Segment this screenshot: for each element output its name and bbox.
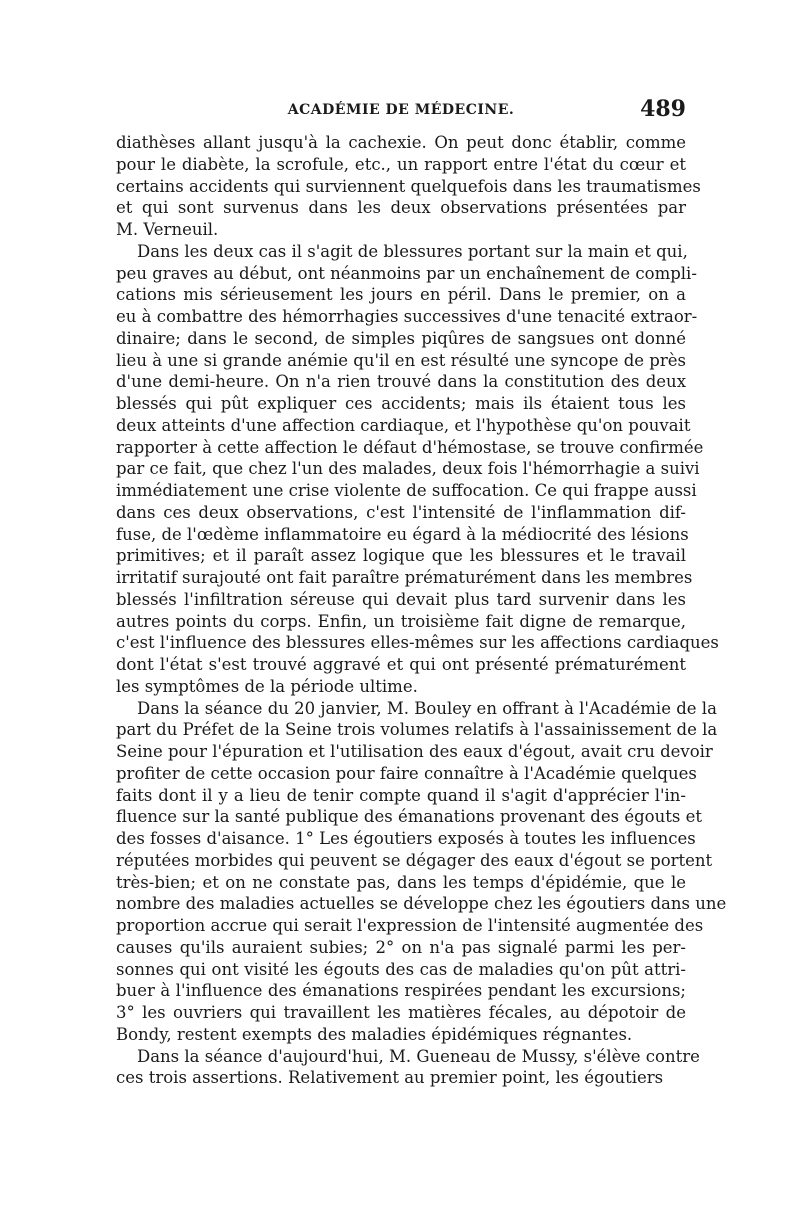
text-line: Bondy, restent exempts des maladies épidémiques régnantes. — [116, 1024, 633, 1044]
text-line: certains accidents qui surviennent quelquefois dans les traumatismes — [116, 176, 701, 196]
text-line: deux atteints d'une affection cardiaque, et l'hypothèse qu'on pouvait — [116, 415, 691, 435]
text-line: proportion accrue qui serait l'expression de l'intensité augmentée des — [116, 916, 704, 935]
text-line: blessés qui pût expliquer ces accidents; mais ils étaient tous les — [116, 394, 686, 413]
text-line: Seine pour l'épuration et l'utilisation des eaux d'égout, avait cru devoir — [116, 742, 713, 761]
paragraph — [116, 698, 727, 1046]
text-line: sonnes qui ont visité les égouts des cas de maladies qu'on pût attri- — [116, 959, 686, 979]
text-line: causes qu'ils auraient subies; 2° on n'a pas signalé parmi les per- — [116, 937, 686, 957]
text-line: fluence sur la santé publique des émanations provenant des égouts et — [116, 807, 702, 827]
paragraph — [116, 132, 701, 241]
text-line: réputées morbides qui peuvent se dégager des eaux d'égout se portent — [116, 850, 713, 870]
paragraph — [116, 241, 719, 698]
text-line: blessés l'infiltration séreuse qui devait plus tard survenir dans les — [116, 589, 686, 609]
text-line: et qui sont survenus dans les deux observations présentées par — [116, 198, 686, 218]
text-line: eu à combattre des hémorrhagies successives d'une tenacité extraor- — [116, 307, 698, 326]
page-header — [116, 96, 686, 128]
text-line: nombre des maladies actuelles se développe chez les égoutiers dans une — [116, 894, 727, 914]
text-line: diathèses allant jusqu'à la cachexie. On peut donc établir, comme — [116, 133, 686, 152]
text-line: autres points du corps. Enfin, un troisième fait digne de remarque, — [116, 611, 686, 631]
text-line: primitives; et il paraît assez logique que les blessures et le travail — [116, 546, 686, 566]
text-line: rapporter à cette affection le défaut d'hémostase, se trouve confirmée — [116, 437, 704, 457]
text-line: M. Verneuil. — [116, 220, 219, 239]
text-line: des fosses d'aisance. 1° Les égoutiers exposés à toutes les influences — [116, 829, 696, 848]
paragraph — [116, 1046, 700, 1090]
text-line: Dans les deux cas il s'agit de blessures portant sur la main et qui, — [136, 241, 688, 261]
text-line: 3° les ouvriers qui travaillent les matières fécales, au dépotoir de — [116, 1003, 686, 1022]
text-line: peu graves au début, ont néanmoins par un enchaînement de compli- — [116, 263, 697, 283]
text-line: cations mis sérieusement les jours en péril. Dans le premier, on a — [116, 285, 686, 305]
text-line: ces trois assertions. Relativement au premier point, les égoutiers — [116, 1068, 664, 1088]
text-line: dinaire; dans le second, de simples piqûres de sangsues ont donné — [116, 328, 686, 348]
running-title: ACADÉMIE DE MÉDECINE. — [287, 102, 515, 118]
text-line: dont l'état s'est trouvé aggravé et qui ont présenté prématurément — [116, 655, 686, 674]
text-line: très-bien; et on ne constate pas, dans les temps d'épidémie, que le — [116, 872, 686, 892]
text-line: pour le diabète, la scrofule, etc., un rapport entre l'état du cœur et — [116, 154, 686, 174]
text-line: profiter de cette occasion pour faire connaître à l'Académie quelques — [116, 763, 697, 783]
body-text — [116, 132, 727, 1089]
text-line: d'une demi-heure. On n'a rien trouvé dans la constitution des deux — [116, 372, 686, 392]
text-line: Dans la séance du 20 janvier, M. Bouley en offrant à l'Académie de la — [136, 698, 717, 718]
text-line: lieu à une si grande anémie qu'il en est résulté une syncope de près — [116, 350, 686, 370]
text-line: c'est l'influence des blessures elles-mêmes sur les affections cardiaques — [116, 633, 719, 653]
text-line: irritatif surajouté ont fait paraître prématurément dans les membres — [116, 568, 693, 587]
text-line: les symptômes de la période ultime. — [116, 676, 418, 696]
text-line: Dans la séance d'aujourd'hui, M. Gueneau de Mussy, s'élève contre — [136, 1046, 700, 1066]
text-line: buer à l'influence des émanations respirées pendant les excursions; — [116, 981, 686, 1001]
text-line: immédiatement une crise violente de suffocation. Ce qui frappe aussi — [116, 481, 697, 500]
page-number: 489 — [640, 96, 686, 122]
text-line: part du Préfet de la Seine trois volumes relatifs à l'assainissement de la — [116, 720, 718, 740]
text-line: dans ces deux observations, c'est l'intensité de l'inflammation dif- — [116, 502, 686, 522]
text-line: fuse, de l'œdème inflammatoire eu égard à la médiocrité des lésions — [116, 524, 689, 544]
text-line: par ce fait, que chez l'un des malades, deux fois l'hémorrhagie a suivi — [116, 459, 700, 479]
text-line: faits dont il y a lieu de tenir compte quand il s'agit d'apprécier l'in- — [116, 785, 686, 805]
